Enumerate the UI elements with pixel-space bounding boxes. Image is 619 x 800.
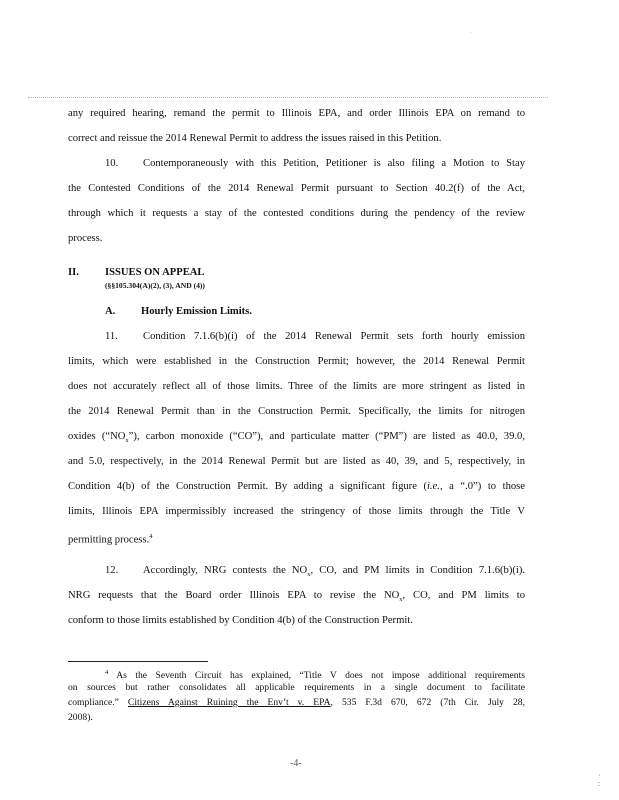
para10-line4: process. <box>68 233 103 244</box>
para11-line9-text: permitting process. <box>68 534 150 546</box>
para12-line1-a: Accordingly, NRG contests the NO <box>143 565 308 576</box>
para10-first-line <box>105 157 525 170</box>
section-subtitle: (§§105.304(A)(2), (3), AND (4)) <box>105 281 205 290</box>
para9-line1: any required hearing, remand the permit to Illinois EPA, and order Illinois EPA on remand to <box>68 108 525 119</box>
nox-subscript: x <box>125 437 129 445</box>
para11-line2: limits, which were established in the Construction Permit; however, the 2014 Renewal Permit <box>68 356 525 367</box>
para11-line5 <box>68 430 525 447</box>
para11-line7-a: Condition 4(b) of the Construction Permit. By adding a significant figure ( <box>68 481 427 492</box>
nox-subscript: x <box>399 596 403 604</box>
para11-line6: and 5.0, respectively, in the 2014 Renewal Permit but are listed as 40, 39, and 5, respectively, in <box>68 456 525 467</box>
section-number: II. <box>68 267 79 278</box>
para11-line5-a: oxides (“NO <box>68 431 126 442</box>
para11-first-line <box>105 330 525 343</box>
footnote-line3-b: , 535 F.3d 670, 672 (7th Cir. July 28, <box>330 697 525 708</box>
para10-number: 10. <box>105 158 119 169</box>
para12-line1-b: , CO, and PM limits in Condition 7.1.6(b)(i). <box>310 565 526 576</box>
footnote-marker: 4 <box>105 669 109 676</box>
para11-line7 <box>68 480 525 493</box>
footnote-reference[interactable]: 4 <box>149 533 153 540</box>
para11-line4: the 2014 Renewal Permit than in the Construction Permit. Specifically, the limits for nitrogen <box>68 406 525 417</box>
para11-number: 11. <box>105 331 118 342</box>
para12-line2-b: , CO, and PM limits to <box>402 590 525 601</box>
para11-line3: does not accurately reflect all of those limits. Three of the limits are more stringent as listed in <box>68 381 525 392</box>
section-title: ISSUES ON APPEAL <box>105 267 205 278</box>
para11-line1: Condition 7.1.6(b)(i) of the 2014 Renewal Permit sets forth hourly emission <box>143 331 525 342</box>
nox-subscript: x <box>307 571 311 579</box>
footnote-line3-a: compliance.” <box>68 697 128 708</box>
footnote-line2: on sources but rather consolidates all applicable requirements in a single document to facilitate <box>68 682 525 693</box>
footnote-line3 <box>68 697 525 709</box>
page-number: -4- <box>290 758 302 769</box>
scan-speck: · <box>470 30 472 36</box>
subsection-title: Hourly Emission Limits. <box>141 306 252 317</box>
scan-artifact-dotted-line <box>28 97 548 100</box>
para10-line2: the Contested Conditions of the 2014 Renewal Permit pursuant to Section 40.2(f) of the Act, <box>68 183 525 194</box>
section-heading <box>68 266 525 279</box>
subsection-letter: A. <box>105 306 116 317</box>
ie-italic: i.e. <box>426 481 440 492</box>
footnote-separator <box>68 661 208 662</box>
para12-line2-a: NRG requests that the Board order Illinois EPA to revise the NO <box>68 590 400 601</box>
subsection-heading <box>105 305 562 318</box>
case-citation-link[interactable]: Citizens Against Ruining the Env’t v. EPA <box>127 697 331 708</box>
para12-number: 12. <box>105 565 119 576</box>
para11-line5-b: ”), carbon monoxide (“CO”), and particulate matter (“PM”) are listed as 40.0, 39.0, <box>128 431 525 442</box>
footnote-line4: 2008). <box>68 712 93 723</box>
footnote-line1 <box>105 667 525 682</box>
scan-margin-mark: · : <box>598 771 601 788</box>
para9-line2: correct and reissue the 2014 Renewal Permit to address the issues raised in this Petition. <box>68 133 442 144</box>
para11-line7-b: , a “.0”) to those <box>439 481 525 492</box>
para10-line3: through which it requests a stay of the contested conditions during the pendency of the review <box>68 208 525 219</box>
para11-line9 <box>68 530 525 547</box>
para12-first-line <box>105 564 525 581</box>
footnote-line1-text: As the Seventh Circuit has explained, “Title V does not impose additional requirements <box>116 670 525 682</box>
para12-line3: conform to those limits established by Condition 4(b) of the Construction Permit. <box>68 615 413 626</box>
para12-line2 <box>68 589 525 606</box>
para11-line8: limits, Illinois EPA impermissibly increased the stringency of those limits through the Title V <box>68 506 525 517</box>
para10-line1: Contemporaneously with this Petition, Petitioner is also filing a Motion to Stay <box>143 158 525 169</box>
